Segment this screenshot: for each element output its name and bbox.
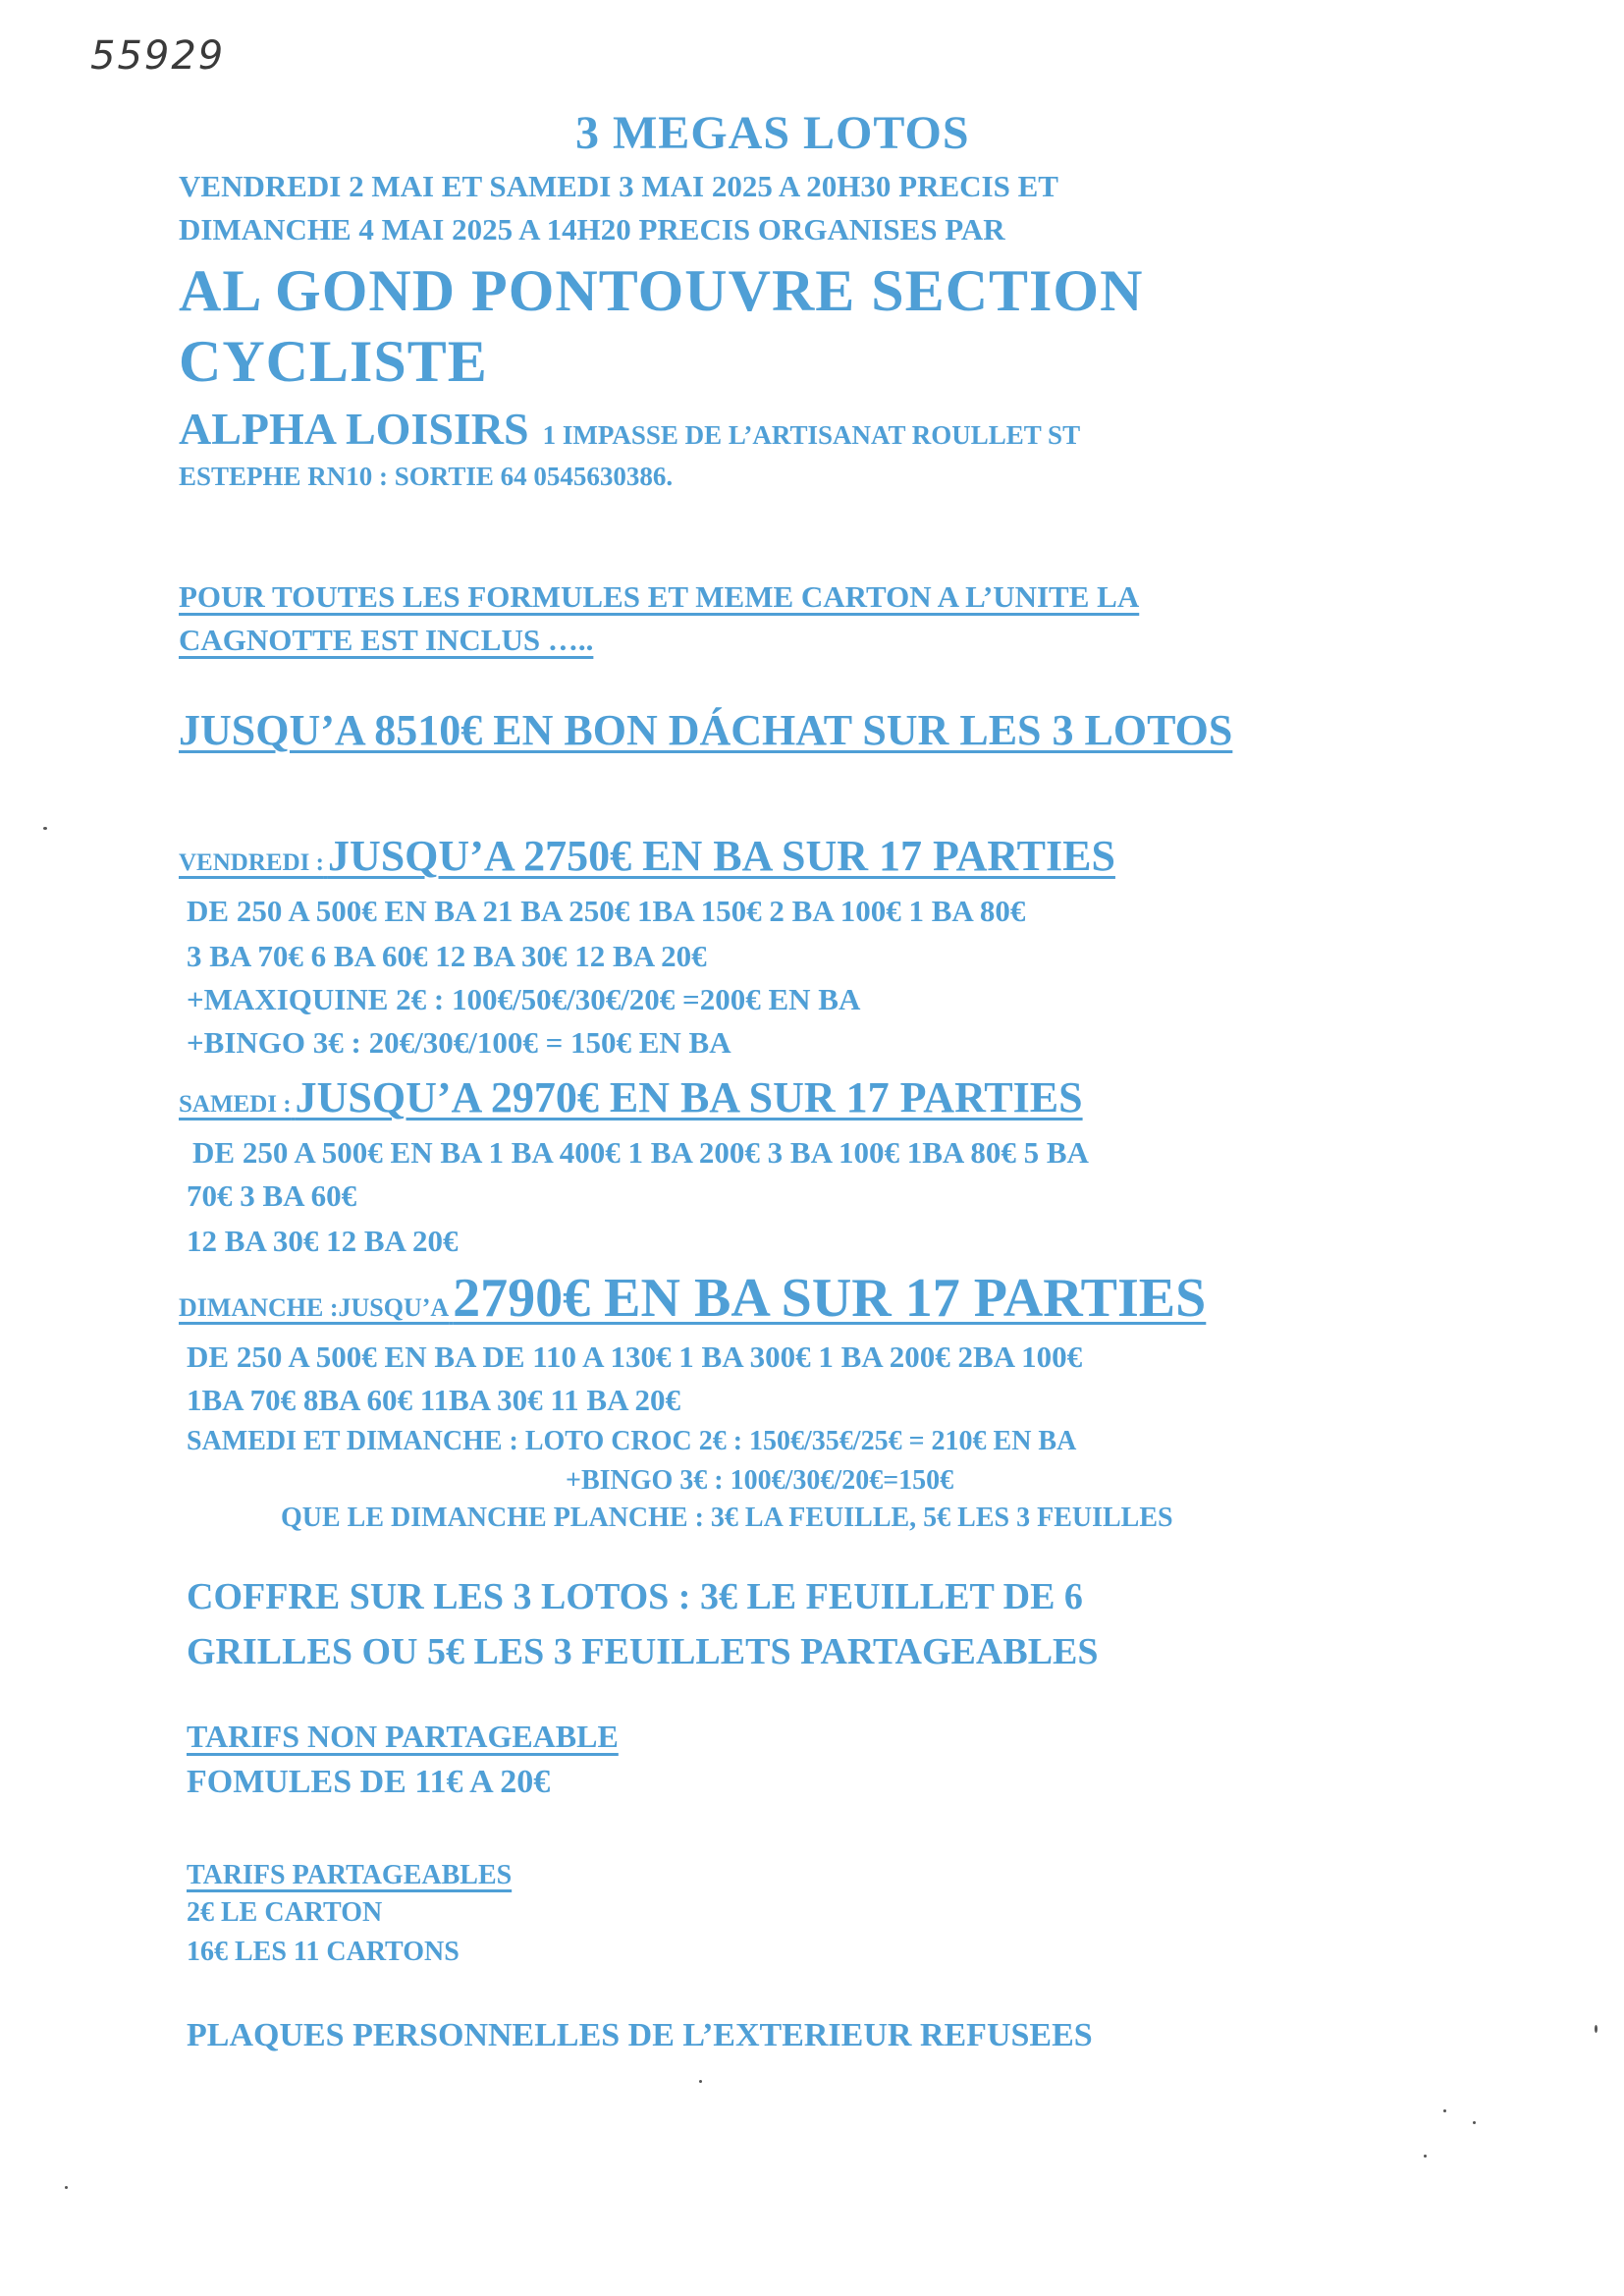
reference-number: 55929	[90, 33, 226, 79]
date-line-2: DIMANCHE 4 MAI 2025 A 14H20 PRECIS ORGANISES PAR	[179, 212, 1005, 246]
cagnotte-line-1: POUR TOUTES LES FORMULES ET MEME CARTON A L’UNITE LA	[179, 579, 1140, 614]
venue-line	[179, 403, 1080, 455]
saturday-heading	[179, 1072, 1083, 1122]
coffre-line-2: GRILLES OU 5€ LES 3 FEUILLETS PARTAGEABLES	[187, 1631, 1099, 1672]
saturday-line-2: 70€ 3 BA 60€	[187, 1178, 357, 1213]
friday-line-4: +BINGO 3€ : 20€/30€/100€ = 150€ EN BA	[187, 1025, 731, 1060]
saturday-headline: JUSQU’A 2970€ EN BA SUR 17 PARTIES	[295, 1073, 1083, 1121]
saturday-day: SAMEDI :	[179, 1091, 292, 1118]
saturday-line-3: 12 BA 30€ 12 BA 20€	[187, 1224, 459, 1258]
sunday-line-3: SAMEDI ET DIMANCHE : LOTO CROC 2€ : 150€/35€/25€ = 210€ EN BA	[187, 1426, 1077, 1456]
friday-day: VENDREDI :	[179, 849, 324, 876]
sunday-line-2: 1BA 70€ 8BA 60€ 11BA 30€ 11 BA 20€	[187, 1383, 680, 1417]
friday-headline: JUSQU’A 2750€ EN BA SUR 17 PARTIES	[327, 832, 1115, 880]
tarifs-non-partageable-title: TARIFS NON PARTAGEABLE	[187, 1719, 619, 1754]
tarifs-partageables-line-2: 16€ LES 11 CARTONS	[187, 1937, 460, 1967]
footer-notice: PLAQUES PERSONNELLES DE L’EXTERIEUR REFUSEES	[187, 2017, 1093, 2053]
coffre-line-1: COFFRE SUR LES 3 LOTOS : 3€ LE FEUILLET DE 6	[187, 1576, 1083, 1617]
friday-line-2: 3 BA 70€ 6 BA 60€ 12 BA 30€ 12 BA 20€	[187, 939, 707, 973]
friday-line-3: +MAXIQUINE 2€ : 100€/50€/30€/20€ =200€ EN BA	[187, 982, 861, 1016]
sunday-line-5: QUE LE DIMANCHE PLANCHE : 3€ LA FEUILLE, 5€ LES 3 FEUILLES	[281, 1503, 1173, 1533]
saturday-line-1: DE 250 A 500€ EN BA 1 BA 400€ 1 BA 200€ 3 BA 100€ 1BA 80€ 5 BA	[192, 1135, 1089, 1170]
scan-speck	[43, 827, 47, 830]
scan-speck	[1443, 2109, 1446, 2112]
sunday-headline: 2790€ EN BA SUR 17 PARTIES	[453, 1268, 1207, 1329]
scan-speck	[699, 2080, 702, 2083]
sunday-day: DIMANCHE :JUSQU’A	[179, 1293, 450, 1322]
sunday-line-1: DE 250 A 500€ EN BA DE 110 A 130€ 1 BA 300€ 1 BA 200€ 2BA 100€	[187, 1339, 1083, 1374]
scan-speck	[65, 2186, 68, 2189]
page-title: 3 MEGAS LOTOS	[575, 107, 970, 159]
friday-line-1: DE 250 A 500€ EN BA 21 BA 250€ 1BA 150€ 2 BA 100€ 1 BA 80€	[187, 894, 1026, 928]
organizer-line-2: CYCLISTE	[179, 329, 488, 394]
date-line-1: VENDREDI 2 MAI ET SAMEDI 3 MAI 2025 A 20H30 PRECIS ET	[179, 169, 1058, 203]
tarifs-non-partageable-line: FOMULES DE 11€ A 20€	[187, 1764, 551, 1800]
sunday-heading	[179, 1267, 1206, 1330]
venue-address-1: 1 IMPASSE DE L’ARTISANAT ROULLET ST	[542, 420, 1081, 450]
venue-address-2: ESTEPHE RN10 : SORTIE 64 0545630386.	[179, 462, 674, 491]
sunday-line-4: +BINGO 3€ : 100€/30€/20€=150€	[566, 1465, 954, 1496]
scan-speck	[1473, 2121, 1476, 2124]
total-prize-line: JUSQU’A 8510€ EN BON DÁCHAT SUR LES 3 LOTOS	[179, 706, 1233, 754]
cagnotte-line-2: CAGNOTTE EST INCLUS …..	[179, 623, 594, 657]
organizer-line-1: AL GOND PONTOUVRE SECTION	[179, 258, 1144, 323]
friday-heading	[179, 831, 1115, 881]
tarifs-partageables-title: TARIFS PARTAGEABLES	[187, 1860, 513, 1890]
scan-speck	[1595, 2025, 1597, 2033]
tarifs-partageables-line-1: 2€ LE CARTON	[187, 1897, 383, 1928]
venue-name: ALPHA LOISIRS	[179, 404, 529, 454]
scan-speck	[1424, 2155, 1427, 2158]
